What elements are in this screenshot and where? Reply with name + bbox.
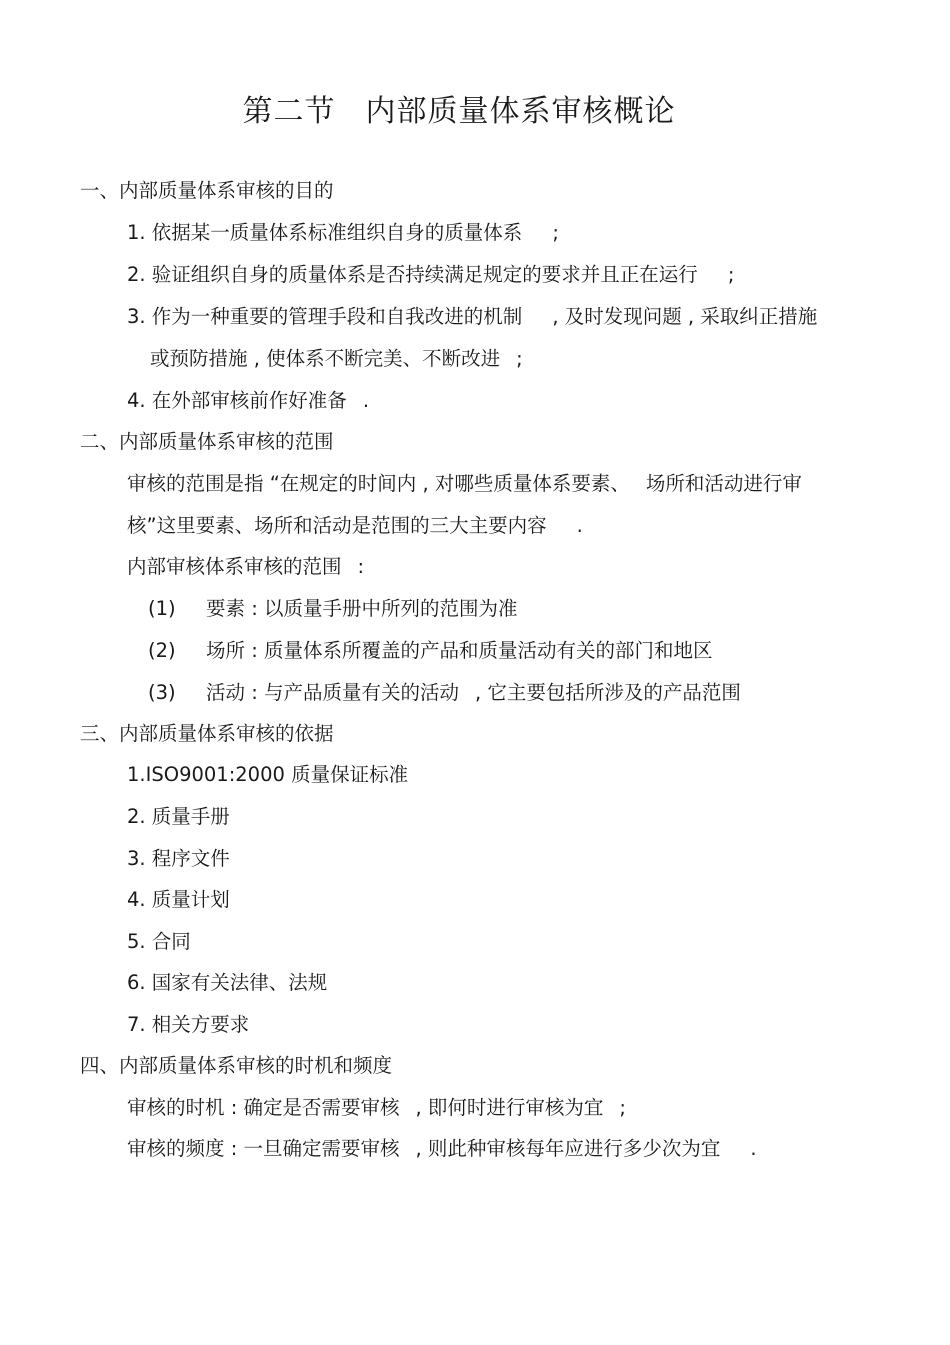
audit-timing: 审核的时机 : 确定是否需要审核 , 即何时进行审核为宜 ; bbox=[127, 1096, 626, 1119]
audit-frequency: 审核的频度 : 一旦确定需要审核 , 则此种审核每年应进行多少次为宜 . bbox=[127, 1137, 757, 1160]
scope-item-1: (1) 要素 : 以质量手册中所列的范围为准 bbox=[148, 597, 518, 620]
scope-item-2: (2) 场所 : 质量体系所覆盖的产品和质量活动有关的部门和地区 bbox=[148, 639, 713, 662]
title-text: 内部质量体系审核概论 bbox=[365, 94, 676, 129]
section3-heading: 三、内部质量体系审核的依据 bbox=[80, 722, 334, 745]
scope-item-3: (3) 活动 : 与产品质量有关的活动 , 它主要包括所涉及的产品范围 bbox=[148, 681, 741, 704]
section4-heading: 四、内部质量体系审核的时机和频度 bbox=[80, 1054, 393, 1077]
section1-item-4: 4. 在外部审核前作好准备 . bbox=[127, 389, 370, 412]
section2-heading: 二、内部质量体系审核的范围 bbox=[80, 430, 334, 453]
section1-item-3-continued: 或预防措施 , 使体系不断完美、不断改进 ; bbox=[150, 347, 523, 370]
basis-item-2: 2. 质量手册 bbox=[127, 805, 230, 828]
section1-item-3: 3. 作为一种重要的管理手段和自我改进的机制 , 及时发现问题 , 采取纠正措施 bbox=[127, 305, 818, 328]
basis-item-4: 4. 质量计划 bbox=[127, 888, 230, 911]
page-title bbox=[0, 86, 918, 130]
section1-heading: 一、内部质量体系审核的目的 bbox=[80, 179, 334, 202]
basis-item-1: 1.ISO9001:2000 质量保证标准 bbox=[127, 763, 409, 786]
basis-item-3: 3. 程序文件 bbox=[127, 847, 230, 870]
basis-item-7: 7. 相关方要求 bbox=[127, 1013, 250, 1036]
section1-item-2: 2. 验证组织自身的质量体系是否持续满足规定的要求并且正在运行 ; bbox=[127, 263, 735, 286]
basis-item-5: 5. 合同 bbox=[127, 930, 191, 953]
section2-scope-intro: 内部审核体系审核的范围 : bbox=[127, 555, 365, 578]
title-section-number: 第二节 bbox=[242, 94, 336, 129]
section2-paragraph-line2: 核”这里要素、场所和活动是范围的三大主要内容 . bbox=[127, 514, 583, 537]
basis-item-6: 6. 国家有关法律、法规 bbox=[127, 971, 328, 994]
section1-item-1: 1. 依据某一质量体系标准组织自身的质量体系 ; bbox=[127, 221, 559, 244]
section2-paragraph-line1: 审核的范围是指 “在规定的时间内 , 对哪些质量体系要素、 场所和活动进行审 bbox=[127, 472, 802, 495]
